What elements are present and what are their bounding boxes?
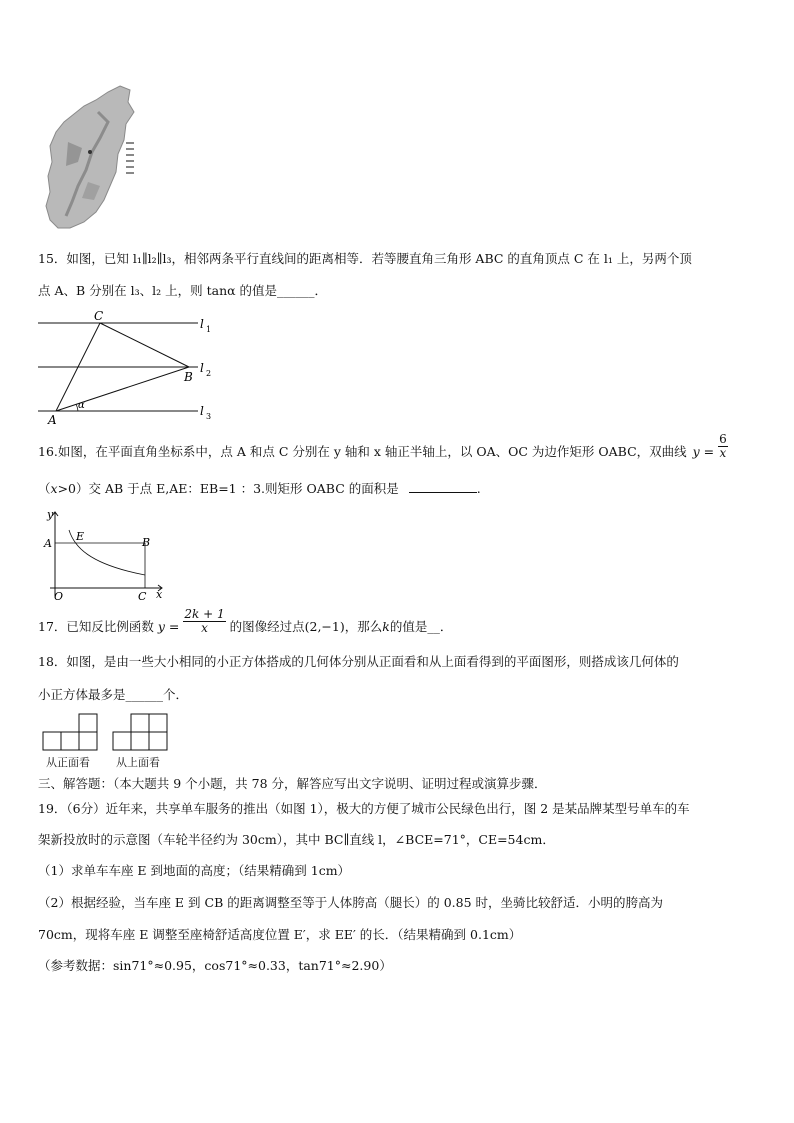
q16-y-eq: y = [692, 444, 715, 459]
q18-front-caption: 从正面看 [46, 756, 90, 769]
q17-k: k [382, 619, 390, 634]
map-image [38, 82, 146, 232]
q16-line1 [38, 432, 728, 460]
q17-text-b: 的图像经过点 [229, 619, 305, 634]
label-l1-sub: 1 [206, 325, 212, 334]
label-l2: l [200, 361, 204, 375]
label-l1: l [200, 317, 204, 331]
q19-reference: （参考数据：sin71°≈0.95，cos71°≈0.33，tan71°≈2.90） [38, 958, 392, 973]
label-o: O [54, 590, 64, 602]
label-c: C [94, 309, 104, 323]
q18-top-view [112, 713, 172, 751]
q16-fraction [718, 433, 728, 460]
q18-line1: 18．如图，是由一些大小相同的小正方体搭成的几何体分别从正面看和从上面看得到的平面图形，则搭成该几何体的 [38, 654, 679, 669]
q17-fraction [183, 608, 225, 635]
q19-line2: 架新投放时的示意图（车轮半径约为 30cm），其中 BC∥直线 l，∠BCE=71°，CE=54cm． [38, 832, 555, 847]
q16-line2-text: >0）交 AB 于点 E,AE：EB=1 ：3.则矩形 OABC 的面积是 [57, 481, 399, 496]
label-a: A [48, 413, 57, 426]
q16-period: . [476, 481, 481, 496]
axis-x-label: x [156, 588, 163, 601]
q17-numerator: 2k + 1 [184, 607, 225, 621]
label-l3: l [200, 404, 204, 418]
q16-denominator: x [719, 446, 727, 460]
q15-line1: 15．如图，已知 l₁∥l₂∥l₃，相邻两条平行直线间的距离相等．若等腰直角三角形 ABC 的直角顶点 C 在 l₁ 上，另两个顶 [38, 251, 692, 266]
label-b: B [184, 370, 193, 384]
q16-text: 16.如图，在平面直角坐标系中，点 A 和点 C 分别在 y 轴和 x 轴正半轴上，以 OA、OC 为边作矩形 OABC，双曲线 [38, 444, 687, 459]
q17-line [38, 607, 453, 635]
q19-part1: （1）求单车车座 E 到地面的高度；（结果精确到 1cm） [38, 863, 351, 878]
q16-answer-blank [409, 492, 477, 493]
q17-text-c: ，那么 [344, 619, 383, 634]
label-c: C [138, 590, 147, 602]
label-l2-sub: 2 [206, 369, 212, 378]
q17-text-a: 17．已知反比例函数 [38, 619, 154, 634]
q16-numerator: 6 [719, 432, 727, 446]
q18-front-view [42, 713, 102, 751]
q19-part2-b: 70cm，现将车座 E 调整至座椅舒适高度位置 E′，求 EE′ 的长．（结果精确到 0.1cm） [38, 927, 522, 942]
q15-line2: 点 A、B 分别在 l₃、l₂ 上，则 tanα 的值是______． [38, 283, 328, 298]
q17-text-d: 的值是__． [389, 619, 453, 634]
q16-figure [38, 506, 168, 602]
axis-y-label: y [47, 508, 54, 521]
section-3-heading: 三、解答题：（本大题共 9 个小题，共 78 分，解答应写出文字说明、证明过程或演算步骤． [38, 776, 547, 791]
q16-paren: （ [38, 481, 51, 496]
label-a: A [44, 537, 52, 550]
q18-line2: 小正方体最多是______个． [38, 687, 189, 702]
q15-figure [36, 308, 226, 426]
q19-line1: 19．（6分）近年来，共享单车服务的推出（如图 1），极大的方便了城市公民绿色出行，图 2 是某品牌某型号单车的车 [38, 801, 690, 816]
q19-part2-a: （2）根据经验，当车座 E 到 CB 的距离调整至等于人体胯高（腿长）的 0.85 时，坐骑比较舒适．小明的胯高为 [38, 895, 664, 910]
q17-point: (2,−1) [304, 619, 345, 634]
label-b: B [142, 536, 151, 549]
q16-line2 [38, 481, 481, 497]
q17-y-eq: y = [157, 619, 180, 634]
q18-top-caption: 从上面看 [116, 756, 160, 769]
q16-x: x [50, 481, 58, 496]
label-e: E [76, 530, 85, 543]
label-l3-sub: 3 [206, 412, 212, 421]
label-alpha: α [78, 400, 85, 411]
q17-denominator: x [201, 621, 208, 635]
